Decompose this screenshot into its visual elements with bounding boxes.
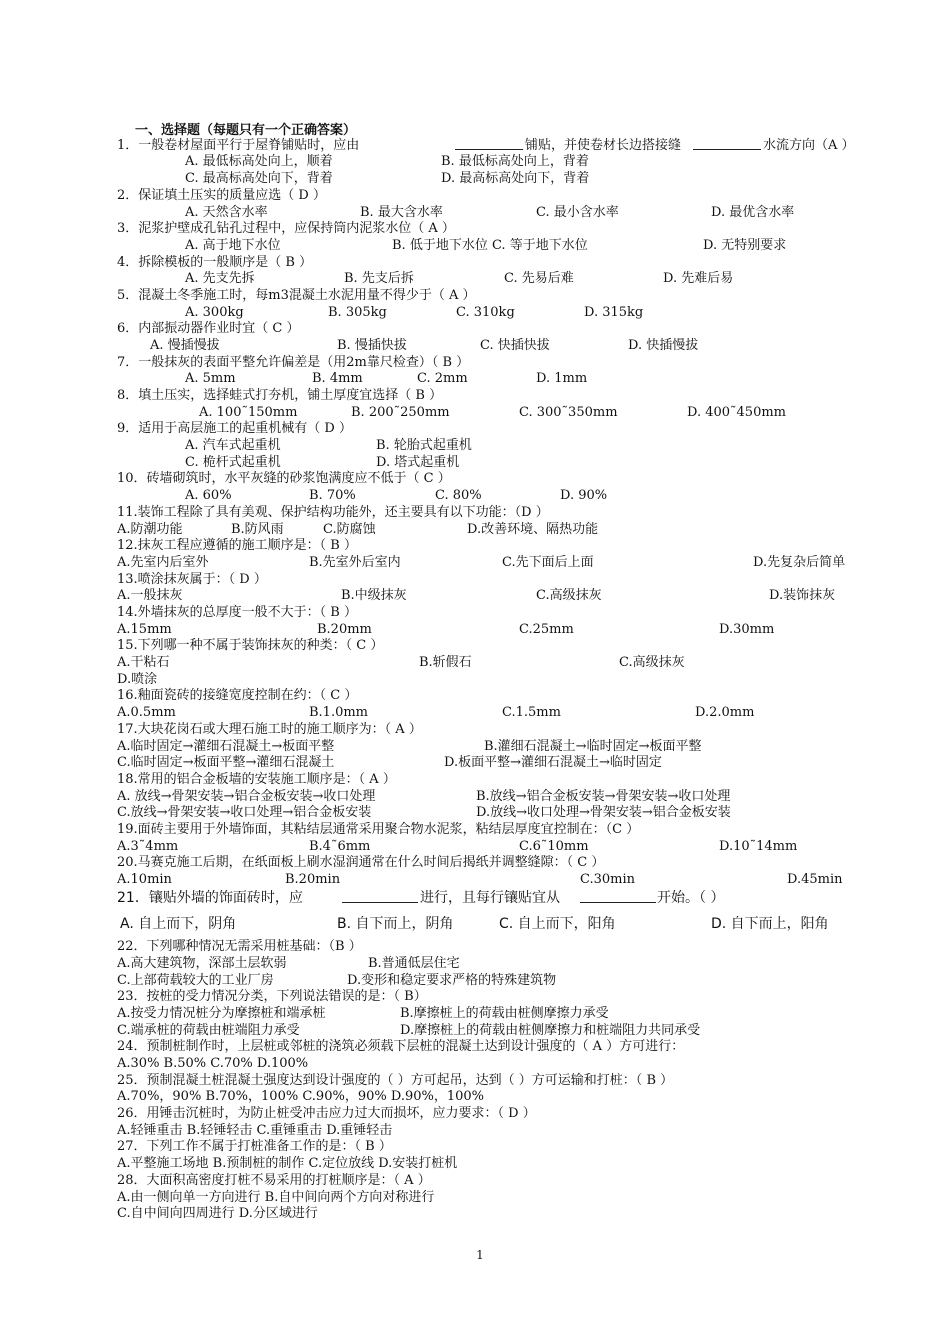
text-line xyxy=(117,554,907,571)
text-segment: D. 自下而上，阳角 xyxy=(711,916,829,932)
text-segment: A. 慢插慢拔 xyxy=(150,338,220,353)
text-segment: C. 自上而下，阳角 xyxy=(499,916,616,932)
text-line xyxy=(117,137,907,154)
text-line xyxy=(117,437,907,454)
text-line xyxy=(117,354,907,371)
text-segment: D.先复杂后简单 xyxy=(753,555,846,570)
text-segment: C. 最高标高处向下，背着 xyxy=(185,171,333,186)
text-segment: D.变形和稳定要求严格的特殊建筑物 xyxy=(347,973,557,988)
text-line xyxy=(117,254,907,271)
text-segment: A.防潮功能 xyxy=(117,522,183,537)
text-line xyxy=(117,1205,907,1222)
text-segment: A. 先支先拆 xyxy=(185,271,255,286)
text-segment: B.斩假石 xyxy=(419,655,472,670)
text-segment: C.临时固定→板面平整→灌细石混凝土 xyxy=(117,755,335,770)
text-segment: A. 天然含水率 xyxy=(185,205,268,220)
fill-in-blank xyxy=(455,137,523,150)
text-line xyxy=(117,890,907,907)
text-line xyxy=(117,521,907,538)
text-segment: C.高级抹灰 xyxy=(619,655,685,670)
text-segment: 21．镶贴外墙的饰面砖时，应 xyxy=(117,890,303,906)
text-segment: 16.釉面瓷砖的接缝宽度控制在约：（ C ） xyxy=(117,688,358,703)
text-line xyxy=(117,687,907,704)
fill-in-blank xyxy=(342,890,418,903)
text-line xyxy=(117,1138,907,1155)
text-segment: A. 高于地下水位 xyxy=(185,238,281,253)
text-line xyxy=(117,487,907,504)
text-line xyxy=(117,1172,907,1189)
text-segment: 11.装饰工程除了具有美观、保护结构功能外，还主要具有以下功能：（D ） xyxy=(117,505,549,520)
text-segment: A.先室内后室外 xyxy=(117,555,209,570)
text-segment: 水流方向（A ） xyxy=(763,138,855,153)
text-segment: 6．内部振动器作业时宜（ C ） xyxy=(117,321,300,336)
text-line xyxy=(117,721,907,738)
text-line xyxy=(117,1122,907,1139)
text-segment: D.2.0mm xyxy=(695,705,755,720)
text-segment: D. 315kg xyxy=(584,305,644,320)
text-segment: A. 5mm xyxy=(185,371,236,386)
text-segment: C. 80% xyxy=(435,488,482,503)
text-segment: 13.喷涂抹灰属于：（ D ） xyxy=(117,572,267,587)
text-segment: C. 2mm xyxy=(417,371,468,386)
text-segment: A.0.5mm xyxy=(117,705,176,720)
text-segment: 4．拆除模板的一般顺序是（ B ） xyxy=(117,255,313,270)
text-segment: 1．一般卷材屋面平行于屋脊铺贴时，应由 xyxy=(117,138,360,153)
text-line xyxy=(117,916,907,933)
text-segment: B.灌细石混凝土→临时固定→板面平整 xyxy=(484,739,702,754)
text-segment: B. 低于地下水位 C. 等于地下水位 xyxy=(392,238,588,253)
text-segment: 进行，且每行镶贴宜从 xyxy=(420,890,560,906)
text-line xyxy=(117,1088,907,1105)
text-segment: 9．适用于高层施工的起重机械有（ D ） xyxy=(117,421,352,436)
text-line xyxy=(117,537,907,554)
text-line xyxy=(117,454,907,471)
text-line xyxy=(117,1022,907,1039)
text-segment: B.1.0mm xyxy=(309,705,369,720)
text-segment: D. 最高标高处向下，背着 xyxy=(441,171,590,186)
text-segment: C.自中间向四周进行 D.分区域进行 xyxy=(117,1206,318,1221)
text-segment: C. 桅杆式起重机 xyxy=(185,455,281,470)
text-segment: 22．下列哪种情况无需采用桩基础：（B ） xyxy=(117,939,362,954)
fill-in-blank xyxy=(580,890,656,903)
text-line xyxy=(117,187,907,204)
text-line xyxy=(117,420,907,437)
text-line xyxy=(117,587,907,604)
text-segment: B. 4mm xyxy=(312,371,363,386)
text-segment: 12.抹灰工程应遵循的施工顺序是：（ B ） xyxy=(117,538,357,553)
text-segment: B. 轮胎式起重机 xyxy=(376,438,472,453)
text-segment: B.中级抹灰 xyxy=(341,588,407,603)
text-line xyxy=(117,237,907,254)
text-segment: 23．按桩的受力情况分类，下列说法错误的是：（ B） xyxy=(117,989,427,1004)
text-segment: A.高大建筑物，深部土层软弱 xyxy=(117,956,287,971)
text-segment: C.6˜10mm xyxy=(519,839,589,854)
text-line xyxy=(117,504,907,521)
text-segment: 15.下列哪一种不属于装饰抹灰的种类：（ C ） xyxy=(117,638,384,653)
text-line xyxy=(117,754,907,771)
text-segment: D.喷涂 xyxy=(117,672,158,687)
text-segment: A.15mm xyxy=(117,622,172,637)
text-segment: D.30mm xyxy=(719,622,775,637)
text-segment: A. 最低标高处向上，顺着 xyxy=(185,154,333,169)
text-line xyxy=(117,955,907,972)
text-segment: D.10˜14mm xyxy=(719,839,798,854)
text-segment: D. 最优含水率 xyxy=(711,205,795,220)
text-segment: B. 先支后拆 xyxy=(344,271,414,286)
text-segment: A. 放线→骨架安装→铝合金板安装→收口处理 xyxy=(117,789,376,804)
text-segment: C.防腐蚀 xyxy=(323,522,376,537)
page-number: 1 xyxy=(476,1248,484,1262)
text-line xyxy=(117,204,907,221)
text-segment: C.30min xyxy=(580,872,636,887)
text-segment: A.30% B.50% C.70% D.100% xyxy=(117,1056,309,1071)
text-segment: A.10min xyxy=(117,872,172,887)
text-segment: D.放线→收口处理→骨架安装→铝合金板安装 xyxy=(476,805,731,820)
text-line xyxy=(117,988,907,1005)
text-segment: B.摩擦桩上的荷载由桩侧摩擦力承受 xyxy=(400,1006,609,1021)
text-segment: C.上部荷载较大的工业厂房 xyxy=(117,973,274,988)
text-segment: A.按受力情况桩分为摩擦桩和端承桩 xyxy=(117,1006,326,1021)
text-line xyxy=(117,1189,907,1206)
text-segment: A.平整施工场地 B.预制桩的制作 C.定位放线 D.安装打桩机 xyxy=(117,1156,458,1171)
text-line xyxy=(117,654,907,671)
text-segment: 8．填土压实，选择蛙式打夯机，铺土厚度宜选择（ B ） xyxy=(117,388,443,403)
text-segment: C.1.5mm xyxy=(502,705,561,720)
text-segment: D. 1mm xyxy=(536,371,588,386)
text-segment: 5．混凝土冬季施工时，每m3混凝土水泥用量不得少于（ A ） xyxy=(117,288,476,303)
text-line xyxy=(117,170,907,187)
text-segment: B. 70% xyxy=(309,488,356,503)
text-segment: D.板面平整→灌细石混凝土→临时固定 xyxy=(444,755,662,770)
text-segment: D.装饰抹灰 xyxy=(769,588,836,603)
text-segment: A. 自上而下，阴角 xyxy=(120,916,237,932)
text-segment: 26．用锤击沉桩时，为防止桩受冲击应力过大而损坏，应力要求：（ D ） xyxy=(117,1106,536,1121)
text-line xyxy=(117,1005,907,1022)
text-segment: 铺贴，并使卷材长边搭接缝 xyxy=(525,138,682,153)
text-segment: C.端承桩的荷载由桩端阻力承受 xyxy=(117,1023,300,1038)
text-segment: 7．一般抹灰的表面平整允许偏差是（用2m靠尺检查）（ B ） xyxy=(117,355,470,370)
text-line xyxy=(117,387,907,404)
text-segment: A. 300kg xyxy=(185,305,244,320)
text-segment: A.临时固定→灌细石混凝土→板面平整 xyxy=(117,739,335,754)
text-segment: A.干粘石 xyxy=(117,655,170,670)
text-segment: 19.面砖主要用于外墙饰面，其粘结层通常采用聚合物水泥浆，粘结层厚度宜控制在：（C ） xyxy=(117,822,640,837)
text-segment: D.摩擦桩上的荷载由桩侧摩擦力和桩端阻力共同承受 xyxy=(400,1023,701,1038)
text-segment: 28．大面积高密度打桩不易采用的打桩顺序是：（ A ） xyxy=(117,1173,431,1188)
text-line xyxy=(117,1038,907,1055)
text-segment: B.20min xyxy=(285,872,341,887)
text-line xyxy=(117,1155,907,1172)
text-line xyxy=(117,153,907,170)
text-segment: 20.马赛克施工后期，在纸面板上刷水湿润通常在什么时间后揭纸并调整缝隙：（ C ） xyxy=(117,855,605,870)
text-segment: B. 慢插快拔 xyxy=(337,338,407,353)
text-line xyxy=(117,838,907,855)
text-segment: B.普通低层住宅 xyxy=(368,956,460,971)
text-line xyxy=(117,854,907,871)
text-segment: A. 100˜150mm xyxy=(199,405,298,420)
text-line xyxy=(117,621,907,638)
text-segment: B. 最低标高处向上，背着 xyxy=(441,154,589,169)
text-line xyxy=(117,738,907,755)
text-segment: A. 60% xyxy=(185,488,232,503)
text-segment: C. 310kg xyxy=(456,305,515,320)
text-line xyxy=(117,671,907,688)
text-segment: D.改善环境、隔热功能 xyxy=(467,522,599,537)
text-line xyxy=(117,771,907,788)
text-segment: C.放线→骨架安装→收口处理→铝合金板安装 xyxy=(117,805,372,820)
text-segment: 2．保证填土压实的质量应选（ D ） xyxy=(117,188,326,203)
text-line xyxy=(117,320,907,337)
text-segment: B.放线→铝合金板安装→骨架安装→收口处理 xyxy=(476,789,731,804)
text-segment: C. 快插快拔 xyxy=(480,338,550,353)
text-line xyxy=(117,821,907,838)
text-segment: C.先下面后上面 xyxy=(502,555,594,570)
text-segment: D. 先难后易 xyxy=(663,271,734,286)
text-line xyxy=(117,704,907,721)
text-line xyxy=(117,287,907,304)
text-segment: B.防风雨 xyxy=(231,522,284,537)
text-line xyxy=(117,404,907,421)
text-segment: C. 最小含水率 xyxy=(536,205,619,220)
text-segment: B.先室外后室内 xyxy=(309,555,401,570)
text-line xyxy=(117,1105,907,1122)
text-segment: D. 90% xyxy=(560,488,608,503)
text-segment: 25．预制混凝土桩混凝土强度达到设计强度的（ ）方可起吊，达到（ ）方可运输和打桩：（ B ） xyxy=(117,1073,674,1088)
text-segment: 14.外墙抹灰的总厚度一般不大于：（ B ） xyxy=(117,605,357,620)
text-segment: 10．砖墙砌筑时，水平灰缝的砂浆饱满度应不低于（ C ） xyxy=(117,471,451,486)
text-segment: B.20mm xyxy=(317,622,372,637)
text-line xyxy=(117,571,907,588)
text-line xyxy=(117,972,907,989)
text-line xyxy=(117,304,907,321)
text-segment: 3．泥浆护壁成孔钻孔过程中，应保持筒内泥浆水位（ A ） xyxy=(117,221,455,236)
text-line xyxy=(117,938,907,955)
text-line xyxy=(117,1072,907,1089)
text-segment: B. 最大含水率 xyxy=(360,205,443,220)
text-segment: A.3˜4mm xyxy=(117,839,179,854)
text-segment: 开始。（ ） xyxy=(657,890,725,906)
fill-in-blank xyxy=(693,137,761,150)
text-line xyxy=(117,604,907,621)
text-segment: A.一般抹灰 xyxy=(117,588,183,603)
text-segment: D. 400˜450mm xyxy=(687,405,787,420)
text-segment: D. 快插慢拔 xyxy=(628,338,699,353)
text-segment: 18.常用的铝合金板墙的安装施工顺序是：（ A ） xyxy=(117,772,396,787)
text-line xyxy=(117,370,907,387)
text-line xyxy=(117,1055,907,1072)
text-segment: D. 塔式起重机 xyxy=(376,455,460,470)
text-line xyxy=(117,637,907,654)
text-segment: 17.大块花岗石或大理石施工时的施工顺序为：（ A ） xyxy=(117,722,422,737)
text-segment: B. 200˜250mm xyxy=(351,405,450,420)
text-line xyxy=(117,871,907,888)
text-segment: B. 自下而上，阴角 xyxy=(337,916,454,932)
text-segment: C.高级抹灰 xyxy=(536,588,602,603)
text-segment: B. 305kg xyxy=(328,305,387,320)
text-segment: C. 先易后难 xyxy=(504,271,574,286)
text-segment: C.25mm xyxy=(519,622,574,637)
text-segment: B.4˜6mm xyxy=(309,839,371,854)
text-segment: A.70%，90% B.70%，100% C.90%，90% D.90%，100% xyxy=(117,1089,485,1104)
text-segment: 27．下列工作不属于打桩准备工作的是：（ B ） xyxy=(117,1139,392,1154)
text-segment: A.轻锤重击 B.轻锤轻击 C.重锤重击 D.重锤轻击 xyxy=(117,1123,393,1138)
text-segment: A.由一侧向单一方向进行 B.自中间向两个方向对称进行 xyxy=(117,1190,435,1205)
text-segment: C. 300˜350mm xyxy=(519,405,618,420)
text-line xyxy=(117,804,907,821)
text-segment: A. 汽车式起重机 xyxy=(185,438,281,453)
text-segment: D. 无特别要求 xyxy=(703,238,787,253)
text-segment: 24．预制桩制作时，上层桩或邻桩的浇筑必须载下层桩的混凝土达到设计强度的（ A ）方可进行： xyxy=(117,1039,685,1054)
text-line xyxy=(117,270,907,287)
text-segment: D.45min xyxy=(787,872,843,887)
text-segment: 一、选择题（每题只有一个正确答案） xyxy=(135,123,357,138)
text-line xyxy=(117,337,907,354)
text-line xyxy=(117,470,907,487)
text-line xyxy=(117,788,907,805)
text-line xyxy=(117,220,907,237)
